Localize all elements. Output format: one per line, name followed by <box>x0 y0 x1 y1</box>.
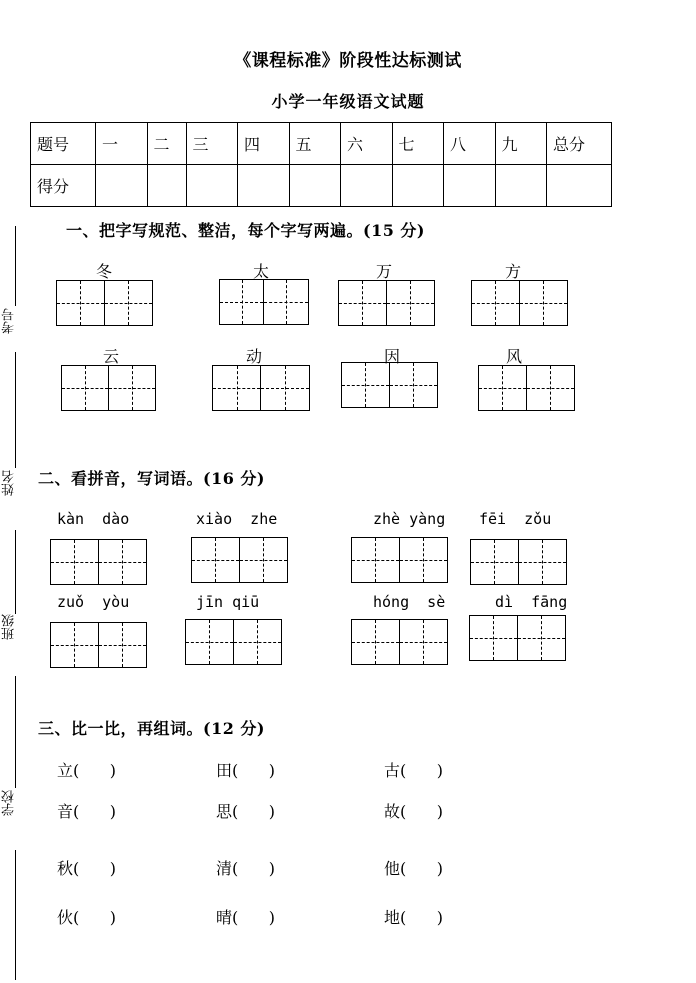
table-cell: 三 <box>186 123 238 165</box>
writing-grid[interactable] <box>185 619 282 665</box>
margin-line <box>15 676 16 788</box>
compare-word-item[interactable]: 田( ) <box>216 761 276 780</box>
compare-word-item[interactable]: 思( ) <box>216 802 276 821</box>
table-cell: 九 <box>495 123 547 165</box>
pinyin-label: hóng sè <box>373 593 446 611</box>
writing-grid[interactable] <box>61 365 156 411</box>
writing-grid[interactable] <box>191 537 288 583</box>
score-cell[interactable] <box>186 165 238 207</box>
score-cell[interactable] <box>341 165 393 207</box>
margin-label-name: 姓名 <box>2 470 17 496</box>
page-subtitle: 小学一年级语文试题 <box>271 92 425 111</box>
writing-grid[interactable] <box>50 539 147 585</box>
margin-label-exam-number: 考号 <box>2 308 17 334</box>
compare-word-item[interactable]: 故( ) <box>384 802 444 821</box>
char-label: 动 <box>245 347 262 366</box>
compare-word-item[interactable]: 音( ) <box>57 802 117 821</box>
writing-grid[interactable] <box>56 280 153 326</box>
margin-line <box>15 530 16 614</box>
char-label: 太 <box>252 262 269 281</box>
table-cell: 二 <box>147 123 186 165</box>
margin-line <box>15 226 16 306</box>
section-3-heading: 三、比一比，再组词。(12 分) <box>38 719 265 738</box>
writing-grid[interactable] <box>219 279 309 325</box>
score-cell[interactable] <box>238 165 290 207</box>
writing-grid[interactable] <box>469 615 566 661</box>
char-label: 因 <box>383 347 400 366</box>
margin-label-school: 学校 <box>2 790 17 816</box>
table-row <box>31 123 612 165</box>
pinyin-label: zuǒ yòu <box>57 593 130 611</box>
score-cell[interactable] <box>147 165 186 207</box>
score-cell[interactable] <box>444 165 496 207</box>
writing-grid[interactable] <box>478 365 575 411</box>
writing-grid[interactable] <box>338 280 435 326</box>
score-table <box>30 122 612 207</box>
writing-grid[interactable] <box>351 537 448 583</box>
pinyin-label: kàn dào <box>57 510 130 528</box>
score-cell[interactable] <box>547 165 612 207</box>
table-cell: 一 <box>96 123 148 165</box>
score-cell[interactable] <box>495 165 547 207</box>
pinyin-label: jīn qiū <box>196 593 260 611</box>
compare-word-item[interactable]: 清( ) <box>216 859 276 878</box>
table-cell: 总分 <box>547 123 612 165</box>
margin-label-class: 班级 <box>2 614 17 640</box>
table-cell: 五 <box>289 123 341 165</box>
compare-word-item[interactable]: 他( ) <box>384 859 444 878</box>
writing-grid[interactable] <box>212 365 310 411</box>
table-cell: 六 <box>341 123 393 165</box>
writing-grid[interactable] <box>471 280 568 326</box>
char-label: 方 <box>504 262 521 281</box>
score-cell[interactable] <box>96 165 148 207</box>
pinyin-label: fēi zǒu <box>479 510 552 528</box>
char-label: 风 <box>505 347 522 366</box>
table-cell: 题号 <box>31 123 96 165</box>
char-label: 云 <box>102 347 119 366</box>
margin-line <box>15 352 16 468</box>
section-2-heading: 二、看拼音，写词语。(16 分) <box>38 469 265 488</box>
writing-grid[interactable] <box>351 619 448 665</box>
table-cell: 七 <box>392 123 444 165</box>
writing-grid[interactable] <box>470 539 567 585</box>
char-label: 冬 <box>95 262 112 281</box>
writing-grid[interactable] <box>50 622 147 668</box>
table-row <box>31 165 612 207</box>
pinyin-label: zhè yàng <box>373 510 446 528</box>
score-cell[interactable] <box>289 165 341 207</box>
section-1-heading: 一、把字写规范、整洁，每个字写两遍。(15 分) <box>66 221 425 240</box>
table-cell: 四 <box>238 123 290 165</box>
margin-line <box>15 850 16 980</box>
compare-word-item[interactable]: 秋( ) <box>57 859 117 878</box>
compare-word-item[interactable]: 立( ) <box>57 761 117 780</box>
compare-word-item[interactable]: 伙( ) <box>57 908 117 927</box>
pinyin-label: xiào zhe <box>196 510 278 528</box>
char-label: 万 <box>375 262 392 281</box>
page-title: 《课程标准》阶段性达标测试 <box>234 51 462 71</box>
score-cell[interactable] <box>392 165 444 207</box>
writing-grid[interactable] <box>341 362 438 408</box>
compare-word-item[interactable]: 晴( ) <box>216 908 276 927</box>
pinyin-label: dì fāng <box>495 593 568 611</box>
table-cell: 八 <box>444 123 496 165</box>
compare-word-item[interactable]: 地( ) <box>384 908 444 927</box>
table-cell: 得分 <box>31 165 96 207</box>
compare-word-item[interactable]: 古( ) <box>384 761 444 780</box>
